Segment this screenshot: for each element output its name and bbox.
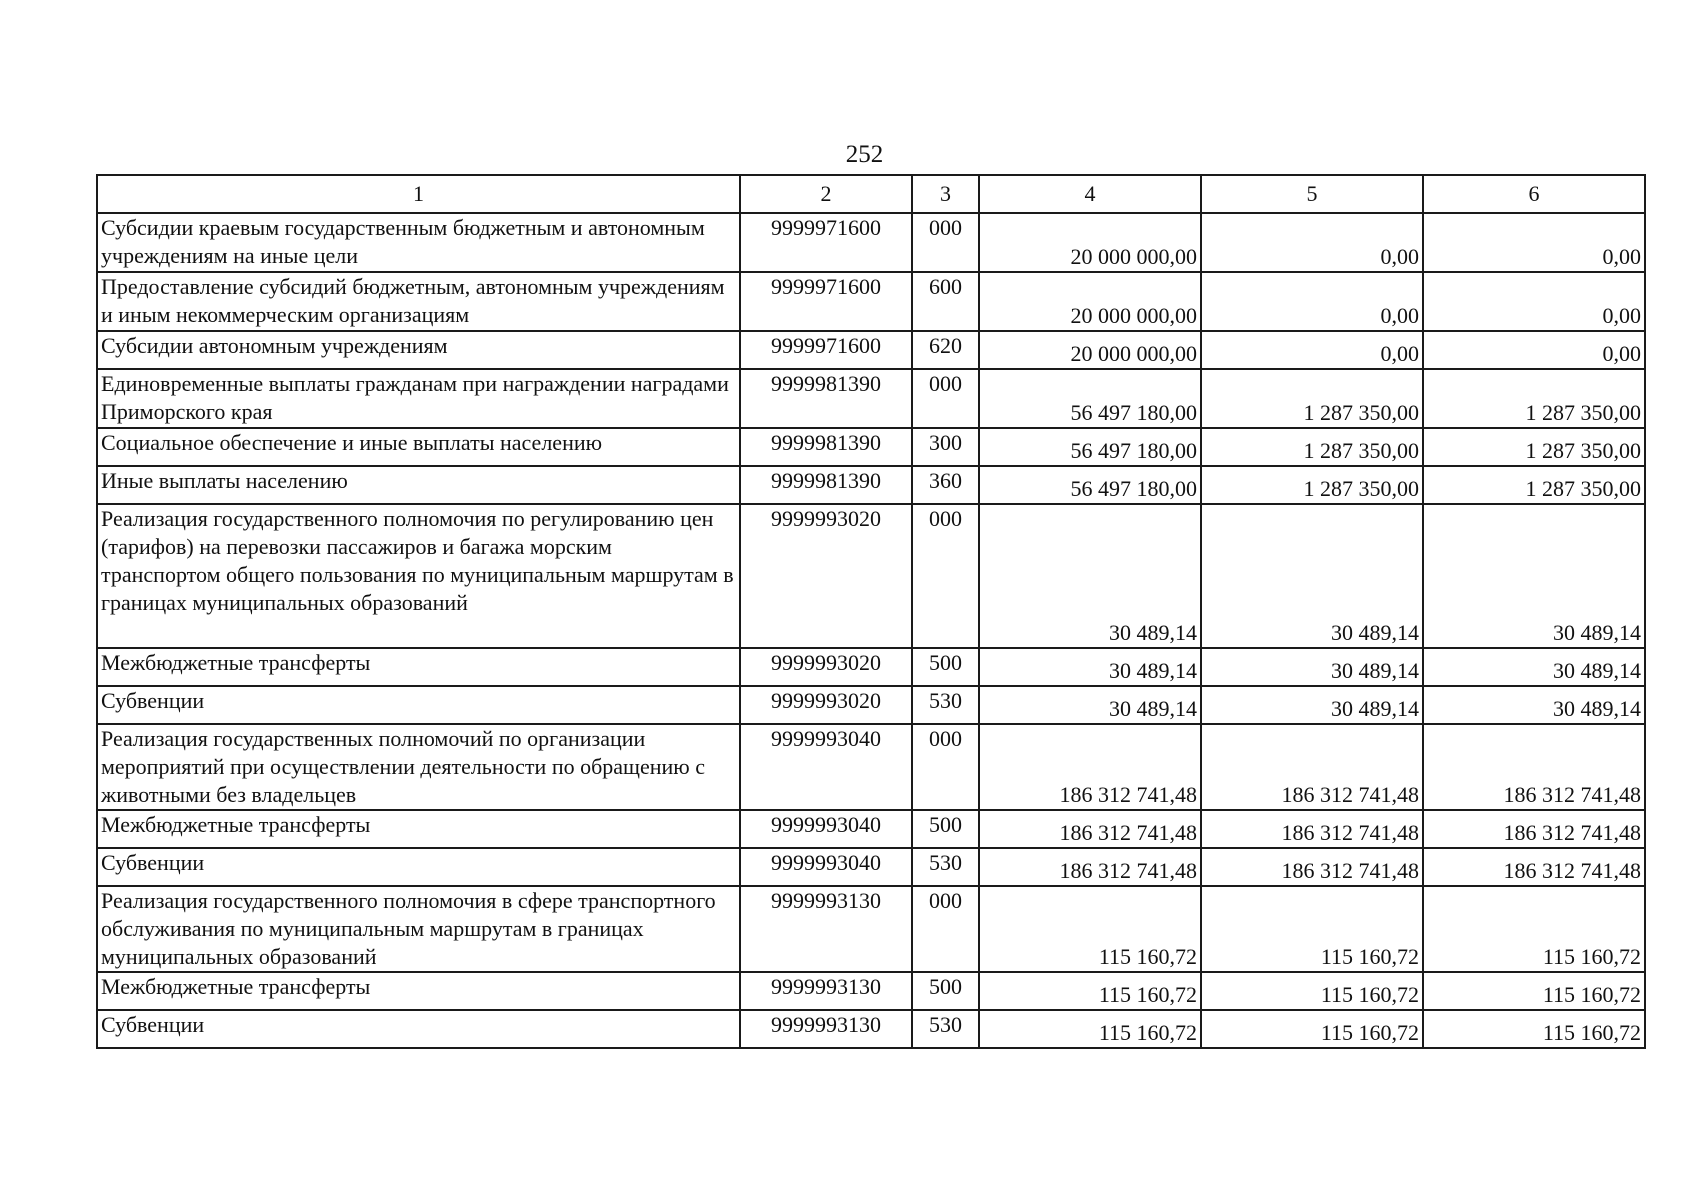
- row-value-4: 56 497 180,00: [979, 466, 1201, 504]
- row-value-6: 1 287 350,00: [1423, 466, 1645, 504]
- row-kind: 000: [912, 886, 979, 972]
- row-value-4: 56 497 180,00: [979, 369, 1201, 428]
- row-code: 9999993020: [740, 686, 912, 724]
- header-col-2: 2: [740, 175, 912, 213]
- row-code: 9999993040: [740, 810, 912, 848]
- table-row: [97, 1010, 1645, 1048]
- row-kind: 530: [912, 686, 979, 724]
- table-row: [97, 686, 1645, 724]
- row-value-5: 115 160,72: [1201, 886, 1423, 972]
- row-kind: 300: [912, 428, 979, 466]
- row-kind: 500: [912, 810, 979, 848]
- row-value-4: 186 312 741,48: [979, 724, 1201, 810]
- row-value-5: 115 160,72: [1201, 1010, 1423, 1048]
- row-kind: 620: [912, 331, 979, 369]
- table-row: [97, 428, 1645, 466]
- row-code: 9999993020: [740, 648, 912, 686]
- row-name: Межбюджетные трансферты: [97, 810, 740, 848]
- row-code: 9999993040: [740, 848, 912, 886]
- row-code: 9999993020: [740, 504, 912, 648]
- row-name: Реализация государственных полномочий по организации мероприятий при осуществлении деятельности по обращению с животными без владельцев: [97, 724, 740, 810]
- row-code: 9999981390: [740, 428, 912, 466]
- row-value-5: 1 287 350,00: [1201, 369, 1423, 428]
- table-row: [97, 504, 1645, 648]
- row-value-4: 115 160,72: [979, 1010, 1201, 1048]
- header-col-3: 3: [912, 175, 979, 213]
- row-value-5: 30 489,14: [1201, 504, 1423, 648]
- row-value-5: 186 312 741,48: [1201, 848, 1423, 886]
- table-row: [97, 810, 1645, 848]
- row-code: 9999971600: [740, 272, 912, 331]
- table-row: [97, 369, 1645, 428]
- row-kind: 500: [912, 972, 979, 1010]
- row-name: Реализация государственного полномочия по регулированию цен (тарифов) на перевозки пассажиров и багажа морским транспортом общего пользования по муниципальным маршрутам в границах муниципальных образований: [97, 504, 740, 648]
- row-kind: 000: [912, 724, 979, 810]
- row-value-6: 186 312 741,48: [1423, 810, 1645, 848]
- page-number: 252: [845, 141, 884, 168]
- row-value-6: 30 489,14: [1423, 504, 1645, 648]
- header-col-4: 4: [979, 175, 1201, 213]
- row-value-6: 1 287 350,00: [1423, 428, 1645, 466]
- row-name: Межбюджетные трансферты: [97, 648, 740, 686]
- row-value-5: 30 489,14: [1201, 648, 1423, 686]
- row-value-4: 30 489,14: [979, 504, 1201, 648]
- table-row: [97, 724, 1645, 810]
- row-value-5: 186 312 741,48: [1201, 724, 1423, 810]
- table-row: [97, 648, 1645, 686]
- row-code: 9999993040: [740, 724, 912, 810]
- row-code: 9999981390: [740, 466, 912, 504]
- header-row: [97, 175, 1645, 213]
- header-col-5: 5: [1201, 175, 1423, 213]
- row-value-4: 30 489,14: [979, 686, 1201, 724]
- row-name: Субвенции: [97, 686, 740, 724]
- row-code: 9999993130: [740, 886, 912, 972]
- row-value-5: 1 287 350,00: [1201, 428, 1423, 466]
- row-code: 9999971600: [740, 213, 912, 272]
- row-value-4: 56 497 180,00: [979, 428, 1201, 466]
- row-value-6: 186 312 741,48: [1423, 848, 1645, 886]
- budget-table: [96, 174, 1646, 1049]
- row-value-6: 186 312 741,48: [1423, 724, 1645, 810]
- row-kind: 000: [912, 369, 979, 428]
- row-kind: 530: [912, 1010, 979, 1048]
- row-value-6: 115 160,72: [1423, 1010, 1645, 1048]
- row-code: 9999981390: [740, 369, 912, 428]
- row-value-4: 115 160,72: [979, 972, 1201, 1010]
- row-name: Субсидии автономным учреждениям: [97, 331, 740, 369]
- row-value-4: 186 312 741,48: [979, 848, 1201, 886]
- row-code: 9999971600: [740, 331, 912, 369]
- row-kind: 530: [912, 848, 979, 886]
- row-name: Социальное обеспечение и иные выплаты населению: [97, 428, 740, 466]
- table-row: [97, 331, 1645, 369]
- row-value-6: 30 489,14: [1423, 648, 1645, 686]
- row-name: Межбюджетные трансферты: [97, 972, 740, 1010]
- row-kind: 000: [912, 504, 979, 648]
- table-row: [97, 972, 1645, 1010]
- row-value-5: 30 489,14: [1201, 686, 1423, 724]
- row-value-5: 186 312 741,48: [1201, 810, 1423, 848]
- header-col-6: 6: [1423, 175, 1645, 213]
- row-value-6: 115 160,72: [1423, 972, 1645, 1010]
- row-code: 9999993130: [740, 972, 912, 1010]
- row-value-4: 30 489,14: [979, 648, 1201, 686]
- row-value-6: 115 160,72: [1423, 886, 1645, 972]
- row-code: 9999993130: [740, 1010, 912, 1048]
- table-body: [97, 213, 1645, 1048]
- row-name: Субсидии краевым государственным бюджетным и автономным учреждениям на иные цели: [97, 213, 740, 272]
- row-value-5: 115 160,72: [1201, 972, 1423, 1010]
- row-value-5: 0,00: [1201, 331, 1423, 369]
- row-name: Предоставление субсидий бюджетным, автономным учреждениям и иным некоммерческим организациям: [97, 272, 740, 331]
- table-row: [97, 272, 1645, 331]
- row-kind: 600: [912, 272, 979, 331]
- row-value-6: 1 287 350,00: [1423, 369, 1645, 428]
- row-value-5: 0,00: [1201, 272, 1423, 331]
- table-header: [97, 175, 1645, 213]
- row-name: Реализация государственного полномочия в сфере транспортного обслуживания по муниципальным маршрутам в границах муниципальных образований: [97, 886, 740, 972]
- row-name: Субвенции: [97, 848, 740, 886]
- row-value-6: 0,00: [1423, 331, 1645, 369]
- row-name: Единовременные выплаты гражданам при награждении наградами Приморского края: [97, 369, 740, 428]
- table-row: [97, 886, 1645, 972]
- row-value-5: 1 287 350,00: [1201, 466, 1423, 504]
- row-value-4: 20 000 000,00: [979, 213, 1201, 272]
- table-row: [97, 848, 1645, 886]
- row-value-6: 0,00: [1423, 213, 1645, 272]
- row-kind: 500: [912, 648, 979, 686]
- header-col-1: 1: [97, 175, 740, 213]
- row-name: Субвенции: [97, 1010, 740, 1048]
- table-row: [97, 466, 1645, 504]
- row-value-4: 20 000 000,00: [979, 331, 1201, 369]
- table-row: [97, 213, 1645, 272]
- row-value-5: 0,00: [1201, 213, 1423, 272]
- row-value-6: 0,00: [1423, 272, 1645, 331]
- row-value-4: 186 312 741,48: [979, 810, 1201, 848]
- row-value-4: 115 160,72: [979, 886, 1201, 972]
- row-value-6: 30 489,14: [1423, 686, 1645, 724]
- row-kind: 360: [912, 466, 979, 504]
- row-name: Иные выплаты населению: [97, 466, 740, 504]
- row-value-4: 20 000 000,00: [979, 272, 1201, 331]
- row-kind: 000: [912, 213, 979, 272]
